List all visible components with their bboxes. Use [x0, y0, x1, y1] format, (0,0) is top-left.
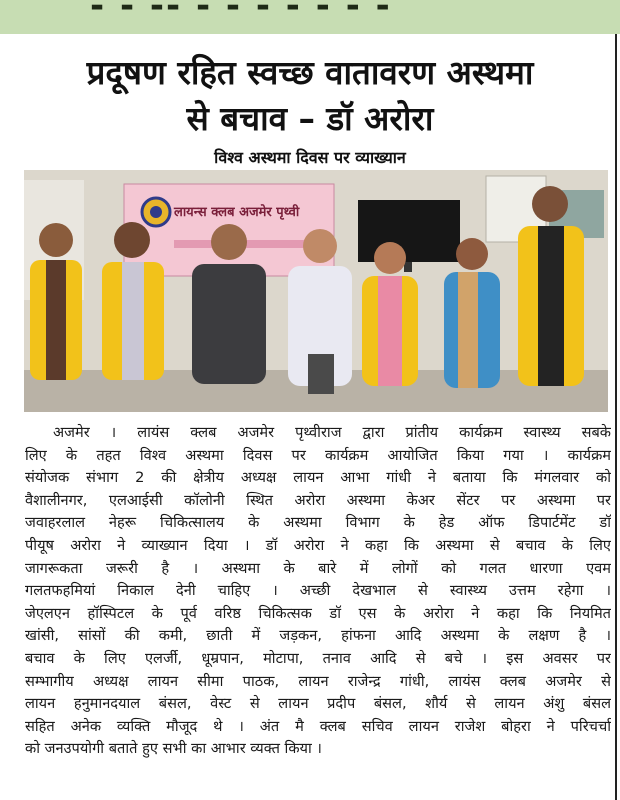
headline-line-2: से बचाव – डॉ अरोरा	[186, 99, 434, 138]
group-photo-illustration	[24, 170, 608, 412]
article-line: जागरूकता जरूरी है । अस्थमा के बारे में लोगों को गलत धारणा एवम	[25, 559, 611, 577]
article-line: पीयूष अरोरा ने व्याख्यान दिया । डॉ अरोरा ने कहा कि अस्थमा से बचाव के लिए	[25, 536, 611, 554]
subheadline: विश्व अस्थमा दिवस पर व्याख्यान	[214, 148, 406, 167]
banner-text: लायन्स क्लब अजमेर पृथ्वी	[174, 205, 300, 220]
column-divider	[615, 34, 617, 800]
article-line: जेएलएन हॉस्पिटल के पूर्व वरिष्ठ चिकित्सक डॉ एस के अरोरा ने कहा कि नियमित	[25, 604, 611, 622]
news-photo	[24, 170, 608, 412]
header-strip	[0, 0, 620, 34]
article-line: लिए के तहत विश्व अस्थमा दिवस पर कार्यक्रम आयोजित किया गया । कार्यक्रम	[25, 446, 611, 464]
article-line: गलतफहमियां निकाल देनी चाहिए । अच्छी देखभाल से स्वास्थ्य उत्तम रहेगा ।	[25, 582, 611, 600]
header-strip-text: - - -- - - - - - - -	[90, 0, 392, 26]
article-line: सहित अनेक व्यक्ति मौजूद थे । अंत मै क्लब सचिव लायन राजेश बोहरा ने परिचर्चा	[25, 717, 611, 735]
article-line: लायन हनुमानदयाल बंसल, वेस्ट से लायन प्रदीप बंसल, शौर्य से लायन अंशु बंसल	[25, 695, 611, 713]
article-body	[25, 422, 611, 761]
headline	[20, 50, 600, 142]
article-line: सम्भागीय अध्यक्ष लायन सीमा पाठक, लायन राजेन्द्र गांधी, लायंस क्लब अजमेर से	[25, 672, 611, 690]
article-line: जवाहरलाल नेहरू चिकित्सालय के अस्थमा विभाग के हेड ऑफ डिपार्टमेंट डॉ	[25, 514, 611, 532]
article-line: वैशालीनगर, एलआईसी कॉलोनी स्थित अरोरा अस्थमा केअर सेंटर पर अस्थमा पर	[25, 491, 611, 509]
lions-club-logo	[142, 198, 170, 226]
article-line: संयोजक संभाग 2 की क्षेत्रीय अध्यक्ष लायन आभा गांधी ने बताया कि मंगलवार को	[25, 469, 611, 487]
article-line: को जनउपयोगी बताते हुए सभी का आभार व्यक्त किया ।	[25, 740, 322, 758]
article-line: खांसी, सांसों की कमी, छाती में जड़कन, हांफना आदि अस्थमा के लक्षण है ।	[25, 627, 611, 645]
headline-line-1: प्रदूषण रहित स्वच्छ वातावरण अस्थमा	[86, 53, 534, 92]
article-line: बचाव के लिए एलर्जी, धूम्रपान, मोटापा, तनाव आदि से बचे । इस अवसर पर	[25, 649, 611, 667]
article-line: अजमेर । लायंस क्लब अजमेर पृथ्वीराज द्वारा प्रांतीय कार्यक्रम स्वास्थ्य सबके	[53, 424, 611, 441]
